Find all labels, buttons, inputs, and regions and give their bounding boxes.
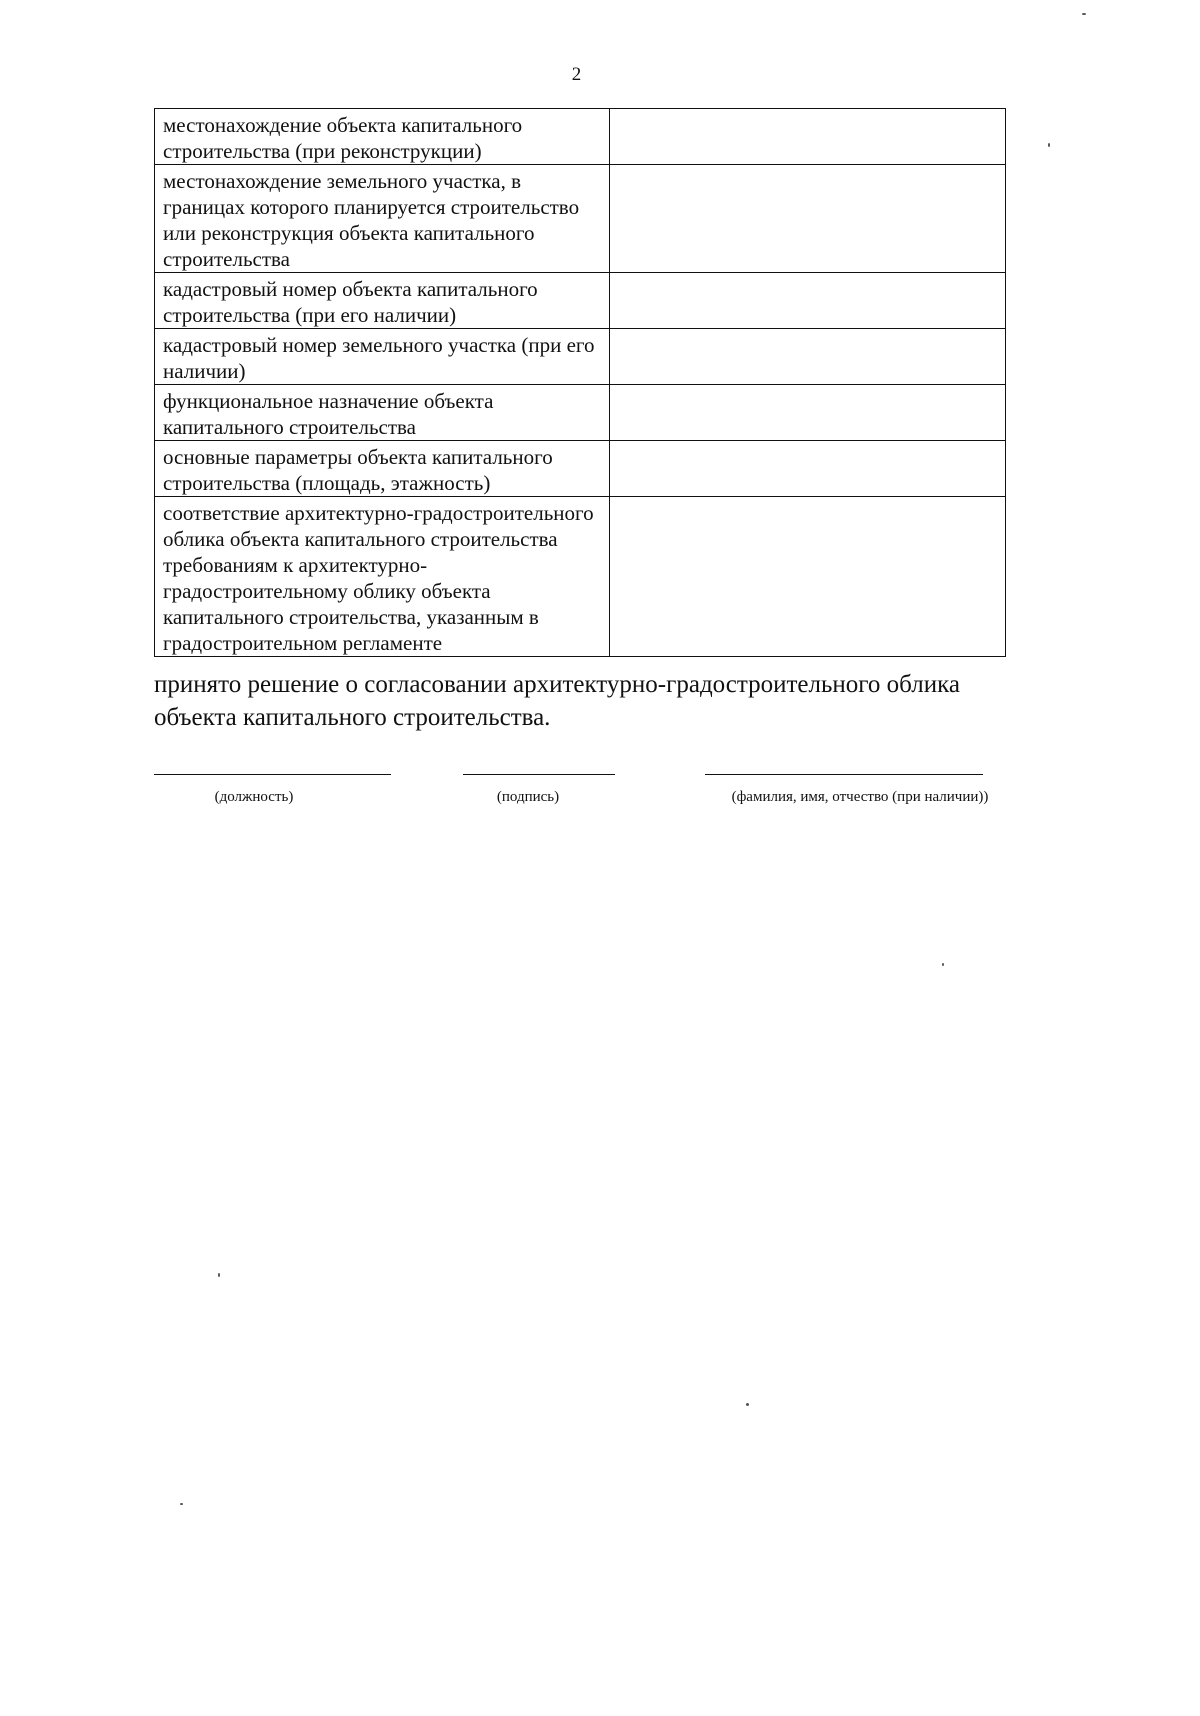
table-row [155,109,1006,165]
row-label: соответствие архитектурно-градостроительного облика объекта капитального строительства требованиям к архитектурно-градостроительному облику объекта капитального строительства, указанным в градостроительном регламенте [155,497,610,657]
row-value [610,329,1006,385]
row-label: местонахождение объекта капитального строительства (при реконструкции) [155,109,610,165]
row-label: кадастровый номер объекта капитального строительства (при его наличии) [155,273,610,329]
scan-speck [1048,143,1050,147]
position-caption: (должность) [214,789,294,805]
table-row [155,329,1006,385]
table-row [155,273,1006,329]
row-value [610,497,1006,657]
signature-line [463,774,615,775]
row-label: основные параметры объекта капитального строительства (площадь, этажность) [155,441,610,497]
page-number: 2 [571,64,582,85]
row-value [610,109,1006,165]
table-row [155,165,1006,273]
row-label: кадастровый номер земельного участка (при его наличии) [155,329,610,385]
signature-caption: (подпись) [496,789,560,805]
row-value [610,165,1006,273]
scan-speck [942,963,944,966]
name-line [705,774,983,775]
scan-speck [746,1403,749,1406]
row-value [610,273,1006,329]
decision-text: принято решение о согласовании архитектурно-градостроительного облика объекта капитального строительства. [154,671,960,731]
scan-speck [180,1503,183,1505]
row-label: функциональное назначение объекта капитального строительства [155,385,610,441]
name-caption: (фамилия, имя, отчество (при наличии)) [731,789,989,805]
scan-speck [1082,13,1086,15]
row-label: местонахождение земельного участка, в границах которого планируется строительство или реконструкция объекта капитального строительства [155,165,610,273]
row-value [610,385,1006,441]
row-value [610,441,1006,497]
position-line [154,774,391,775]
parameters-table [154,108,1006,657]
table-row [155,497,1006,657]
scan-speck [218,1273,220,1277]
table-row [155,441,1006,497]
table-row [155,385,1006,441]
